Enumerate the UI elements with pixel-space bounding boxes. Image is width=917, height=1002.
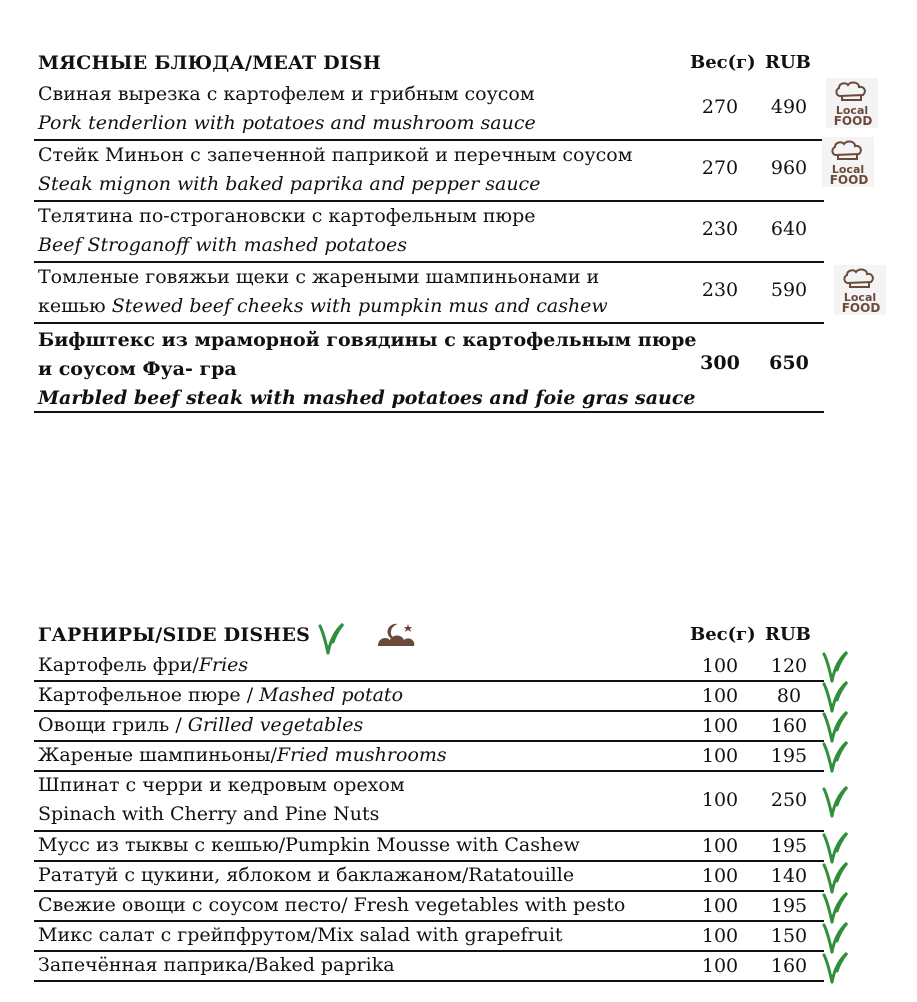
item-weight: 300: [700, 352, 740, 374]
meat-header: [34, 52, 824, 80]
menu-item: [34, 652, 824, 682]
menu-item: [34, 80, 824, 141]
vegan-leaf-icon: [820, 949, 850, 989]
item-name-en: Marbled beef steak with mashed potatoes and foie gras sauce: [38, 387, 696, 409]
item-name-en: Pork tenderlion with potatoes and mushroom sauce: [38, 112, 536, 134]
vegan-leaf-icon: [820, 738, 850, 778]
badge-line1: Local: [831, 163, 865, 176]
item-weight: 100: [701, 789, 739, 811]
weight-column-header: Вес(г): [690, 624, 756, 645]
local-food-badge-icon: [822, 137, 874, 187]
item-weight: 100: [701, 715, 739, 737]
item-price: 250: [770, 789, 808, 811]
item-price: 590: [770, 279, 808, 301]
item-price: 160: [770, 955, 808, 977]
item-price: 120: [770, 655, 808, 677]
menu-item: [34, 202, 824, 263]
item-name-ru: Стейк Миньон с запеченной паприкой и перечным соусом: [38, 144, 633, 166]
item-weight: 100: [701, 925, 739, 947]
menu-item: [34, 263, 824, 324]
badge-line1: Local: [835, 104, 869, 117]
item-price: 80: [776, 685, 802, 707]
item-name-en: Fried mushrooms: [276, 744, 447, 766]
menu-item: [34, 832, 824, 862]
item-weight: 100: [701, 685, 739, 707]
item-price: 490: [770, 96, 808, 118]
item-weight: 230: [701, 279, 739, 301]
item-price: 960: [770, 157, 808, 179]
item-price: 160: [770, 715, 808, 737]
local-food-badge-icon: [826, 78, 878, 128]
item-weight: 270: [701, 157, 739, 179]
side-header: [34, 624, 824, 652]
local-food-badge-icon: [834, 265, 886, 315]
item-name-ru: Шпинат с черри и кедровым орехом: [38, 774, 405, 796]
item-name-ru-cont: и соусом Фуа- гра: [38, 358, 237, 380]
badge-line2: FOOD: [841, 301, 881, 315]
item-price: 640: [770, 218, 808, 240]
item-price: 195: [770, 745, 808, 767]
vegan-leaf-icon: [820, 783, 850, 823]
item-name-ru: Картофельное пюре /: [38, 684, 260, 706]
menu-item: [34, 324, 824, 413]
menu-item: [34, 772, 824, 832]
badge-line2: FOOD: [829, 173, 869, 187]
item-name-ru: Бифштекс из мраморной говядины с картофельным пюре: [38, 329, 697, 351]
item-name-en: Fries: [198, 654, 249, 676]
item-name-ru: Томленые говяжьи щеки с жареными шампиньонами и: [38, 266, 600, 288]
menu-item: [34, 141, 824, 202]
item-price: 650: [769, 352, 809, 374]
item-name-ru: Свиная вырезка с картофелем и грибным соусом: [38, 83, 535, 105]
item-weight: 230: [701, 218, 739, 240]
item-name: Мусс из тыквы с кешью/Pumpkin Mousse with Cashew: [38, 834, 580, 856]
item-name: Запечённая паприка/Baked paprika: [38, 954, 395, 976]
item-name-ru: Картофель фри/: [38, 654, 199, 676]
item-weight: 100: [701, 835, 739, 857]
item-weight: 100: [701, 745, 739, 767]
night-moon-icon: [374, 620, 420, 656]
menu-item: [34, 862, 824, 892]
item-weight: 100: [701, 895, 739, 917]
item-weight: 270: [701, 96, 739, 118]
section-title: ГАРНИРЫ/SIDE DISHES: [38, 624, 311, 646]
item-price: 150: [770, 925, 808, 947]
item-name-en: Steak mignon with baked paprika and pepper sauce: [38, 173, 541, 195]
item-name: Микс салат с грейпфрутом/Mix salad with grapefruit: [38, 924, 563, 946]
item-name-ru: Жареные шампиньоны/: [38, 744, 277, 766]
item-price: 140: [770, 865, 808, 887]
item-name-ru-cont: кешью: [38, 295, 106, 317]
side-dishes-section: [34, 624, 824, 982]
item-price: 195: [770, 895, 808, 917]
badge-line2: FOOD: [833, 114, 873, 128]
price-column-header: RUB: [765, 624, 811, 645]
item-name-en: Stewed beef cheeks with pumpkin mus and cashew: [111, 295, 608, 317]
menu-item: [34, 742, 824, 772]
item-name-en: Beef Stroganoff with mashed potatoes: [38, 234, 408, 256]
item-name-ru: Овощи гриль /: [38, 714, 188, 736]
menu-item: [34, 892, 824, 922]
item-name: Рататуй с цукини, яблоком и баклажаном/Ratatouille: [38, 864, 575, 886]
item-name: Свежие овощи с соусом песто/ Fresh vegetables with pesto: [38, 894, 626, 916]
badge-line1: Local: [843, 291, 877, 304]
menu-item: [34, 952, 824, 982]
weight-column-header: Вес(г): [690, 52, 756, 73]
item-weight: 100: [701, 655, 739, 677]
item-name-en: Grilled vegetables: [187, 714, 364, 736]
menu-item: [34, 712, 824, 742]
menu-item: [34, 922, 824, 952]
item-name-ru: Телятина по-строгановски с картофельным пюре: [38, 205, 536, 227]
price-column-header: RUB: [765, 52, 811, 73]
meat-section: [34, 52, 824, 413]
item-name-en: Spinach with Cherry and Pine Nuts: [38, 803, 380, 825]
item-price: 195: [770, 835, 808, 857]
item-weight: 100: [701, 955, 739, 977]
menu-item: [34, 682, 824, 712]
item-weight: 100: [701, 865, 739, 887]
item-name-en: Mashed potato: [259, 684, 404, 706]
section-title: МЯСНЫЕ БЛЮДА/MEAT DISH: [38, 52, 381, 74]
